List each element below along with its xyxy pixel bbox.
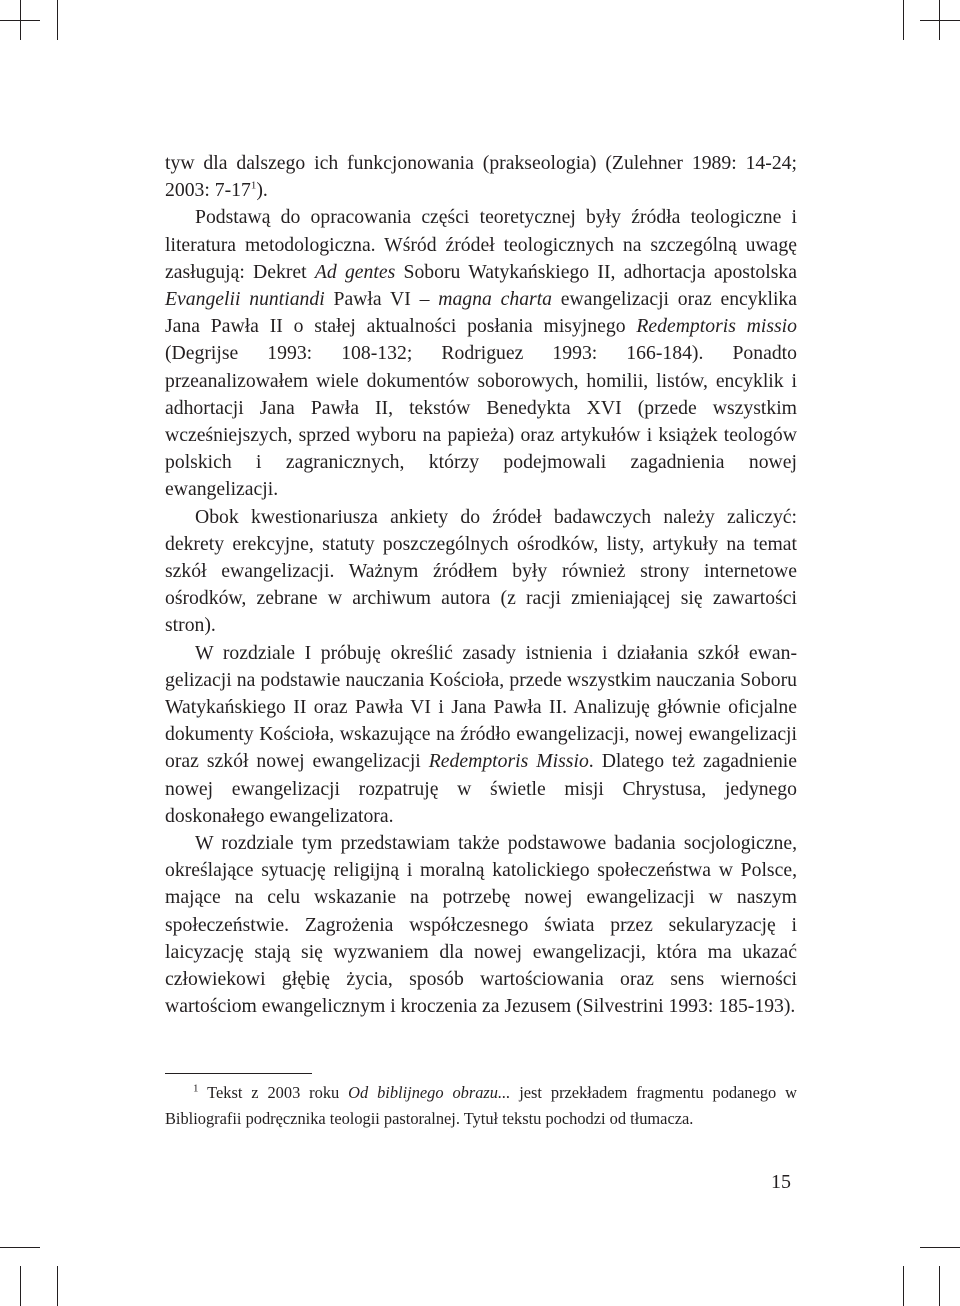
text-run: Od biblijnego obrazu... bbox=[348, 1083, 511, 1102]
text-run: W rozdziale I próbuję określić zasady istnienia i działania szkół ewangelizacji na podstawie nauczania Kościoła, przede wszystkim nauczania Soboru Watykańskiego II oraz Pawła VI i Jana Pawła II. Analizuję głównie oficjalne dokumenty Kościoła, wskazujące na źródło ewangelizacji, nowej ewangelizacji oraz szkół nowej ewangelizacji bbox=[165, 641, 797, 773]
text-run: jest przekładem fragmentu podanego w Bibliografii podręcznika teologii pastoralnej. Tytuł tekstu pochodzi od tłumacza. bbox=[165, 1083, 797, 1128]
paragraph bbox=[165, 640, 797, 830]
text-run: Soboru Watykańskiego II, adhortacja apostolska bbox=[395, 260, 797, 283]
footnote-rule bbox=[165, 1073, 312, 1074]
crop-mark-bottom-left-horizontal bbox=[0, 1247, 40, 1248]
crop-mark-top-right-vertical-inner bbox=[903, 0, 904, 40]
paragraph bbox=[165, 504, 797, 640]
paragraph bbox=[165, 830, 797, 1020]
text-run: Pawła VI – bbox=[324, 288, 439, 311]
paragraph bbox=[165, 204, 797, 503]
crop-mark-bottom-right-vertical-inner bbox=[903, 1266, 904, 1306]
text-run: Podstawą do opracowania części teoretycznej były źródła teologiczne i literatura metodologiczna. Wśród źródeł teologicznych na szczególną uwagę zasługują: Dekret bbox=[165, 206, 797, 283]
crop-mark-top-left-vertical-inner bbox=[57, 0, 58, 40]
page-number: 15 bbox=[771, 1171, 791, 1193]
text-run: W rozdziale tym przedstawiam także podstawowe badania socjologiczne, określające sytuację religijną i moralną katolickiego społeczeństwa w Polsce, mające na celu wskazanie na potrzebę nowej ewangelizacji w naszym społeczeństwie. Zagrożenia współczesnego świata przez sekularyzację i laicyzację stają się wyzwaniem dla nowej ewangelizacji, która ma ukazać człowiekowi głębię życia, sposób wartościowania oraz sens wierności wartościom ewangelicznym i kroczenia za Jezusem (Silvestrini 1993: 185-193). bbox=[165, 832, 797, 1018]
crop-mark-top-right-vertical bbox=[939, 0, 940, 40]
text-run: Evangelii nuntiandi bbox=[165, 288, 325, 311]
text-run: magna charta bbox=[438, 288, 553, 311]
text-run: Redemptoris missio bbox=[636, 315, 797, 338]
crop-mark-bottom-left-vertical-inner bbox=[57, 1266, 58, 1306]
crop-mark-bottom-right-vertical bbox=[939, 1266, 940, 1306]
crop-mark-top-right-horizontal bbox=[920, 20, 960, 21]
text-run: ). bbox=[256, 179, 268, 202]
text-run: (Degrijse 1993: 108-132; Rodriguez 1993: 166-184). Ponadto przeanalizowałem wiele dokumentów soborowych, homilii, listów, encyklik i adhortacji Jana Pawła II, tekstów Benedykta XVI (przede wszystkim wcześniejszych, sprzed wyboru na papieża) oraz artykułów i książek teologów polskich i zagranicznych, którzy podejmowali zagadnienia nowej ewangelizacji. bbox=[165, 342, 797, 501]
paragraph bbox=[165, 150, 797, 204]
text-run: Obok kwestionariusza ankiety do źródeł badawczych należy zaliczyć: dekrety erekcyjne, statuty poszczególnych ośrodków, listy, artykuły na temat szkół ewangelizacji. Ważnym źródłem były również strony internetowe ośrodków, zebrane w archiwum autora (z racji zmieniającej się zawartości stron). bbox=[165, 505, 797, 637]
text-run: . Dlatego też zagadnienie nowej ewangelizacji rozpatruję w świetle misji Chrystusa, jedynego doskonałego ewangelizatora. bbox=[165, 750, 797, 827]
text-run: Redemptoris Missio bbox=[428, 750, 589, 773]
footnote bbox=[165, 1080, 797, 1131]
crop-mark-top-left-vertical bbox=[20, 0, 21, 40]
text-run: Tekst z 2003 roku bbox=[198, 1083, 349, 1102]
text-run: tyw dla dalszego ich funkcjonowania (prakseologia) (Zulehner 1989: 14-24; 2003: 7-17 bbox=[165, 152, 797, 202]
crop-mark-bottom-left-vertical bbox=[20, 1266, 21, 1306]
footnote-ref: 1 bbox=[250, 179, 257, 192]
text-run: Ad gentes bbox=[314, 260, 396, 283]
crop-mark-bottom-right-horizontal bbox=[920, 1247, 960, 1248]
body-text bbox=[165, 150, 797, 1021]
footnote-number: 1 bbox=[193, 1082, 199, 1095]
text-run: ewangelizacji oraz encyklika Jana Pawła II o stałej aktualności posłania misyjnego bbox=[165, 288, 797, 338]
